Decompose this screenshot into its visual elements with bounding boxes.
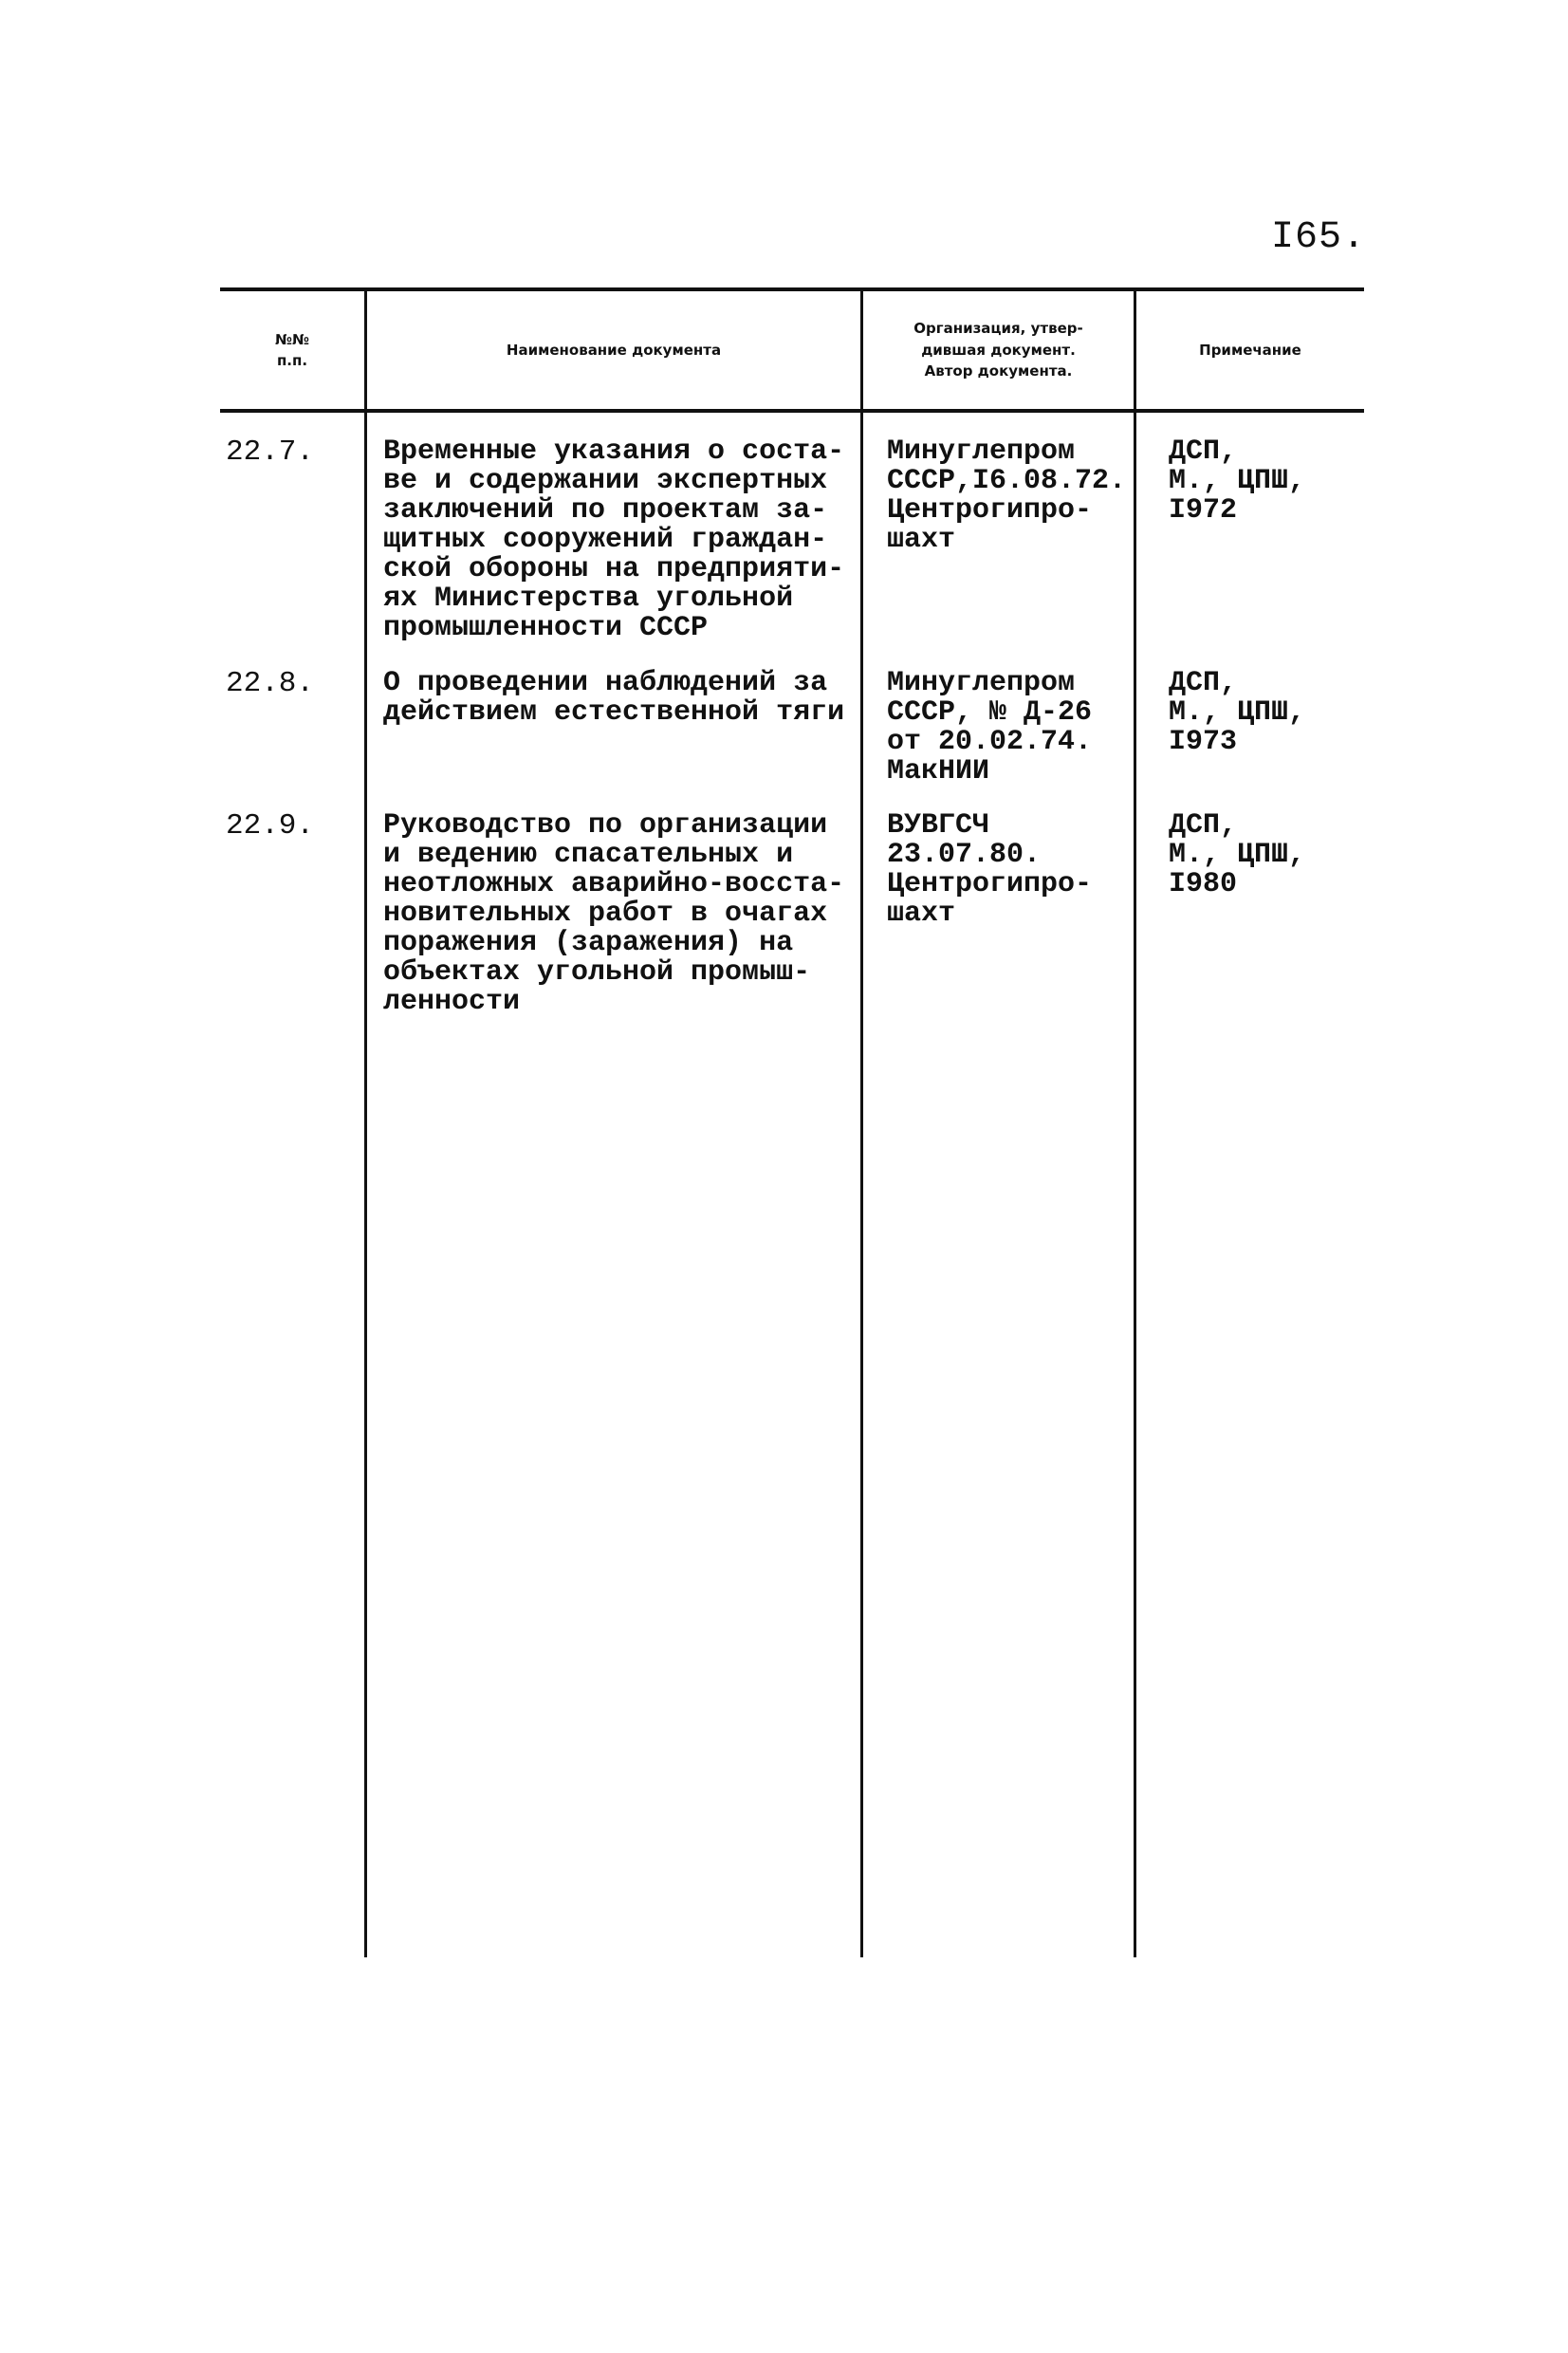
row-note: ДСП, М., ЦПШ, I973 (1169, 667, 1306, 758)
header-document-name: Наименование документа (506, 341, 722, 359)
column-divider-2 (860, 287, 863, 1957)
column-divider-3 (1134, 287, 1136, 1957)
row-number: 22.7. (226, 435, 315, 469)
page-number: I65. (1271, 216, 1367, 259)
row-document-name: Руководство по организации и ведению спасательных и неотложных аварийно-восста- новительных работ в очагах поражения (заражения) на объектах угольной промыш- ленности (383, 809, 845, 1018)
document-table (220, 287, 1364, 1957)
row-organization: Минуглепром СССР, № Д-26 от 20.02.74. МакНИИ (887, 667, 1093, 787)
row-document-name: О проведении наблюдений за действием естественной тяги (383, 667, 845, 729)
header-note: Примечание (1199, 341, 1301, 359)
row-organization: ВУВГСЧ 23.07.80. Центрогипро- шахт (887, 809, 1093, 930)
header-number: №№ п.п. (274, 330, 310, 369)
row-document-name: Временные указания о соста- ве и содержании экспертных заключений по проектам за- щитных сооружений граждан- ской обороны на предприяти- ях Министерства угольной промышленности СССР (383, 435, 845, 644)
row-organization: Минуглепром СССР,I6.08.72. Центрогипро- шахт (887, 435, 1127, 556)
header-organization: Организация, утвер- дившая документ. Автор документа. (913, 320, 1083, 380)
table-header-rule (220, 409, 1364, 413)
column-divider-1 (364, 287, 367, 1957)
row-note: ДСП, М., ЦПШ, I980 (1169, 809, 1306, 900)
row-note: ДСП, М., ЦПШ, I972 (1169, 435, 1306, 527)
row-number: 22.9. (226, 809, 315, 843)
row-number: 22.8. (226, 667, 315, 700)
